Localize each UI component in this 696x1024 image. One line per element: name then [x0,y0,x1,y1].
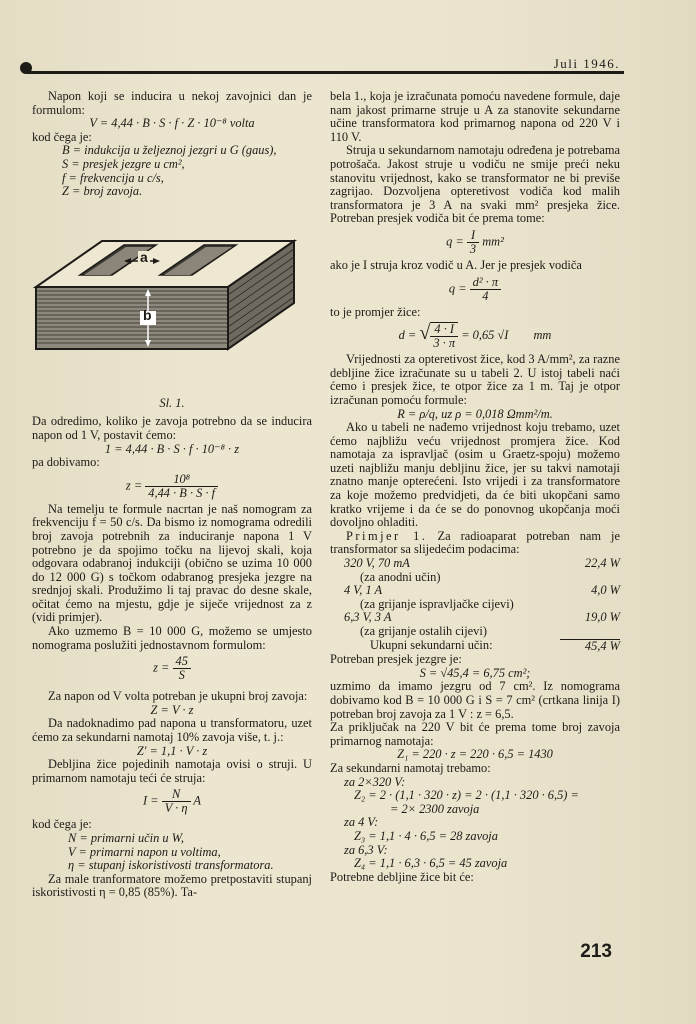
header-date: Juli 1946. [553,56,620,71]
paragraph: Na temelju te formule nacrtan je naš nomogram za frekvenciju f = 50 c/s. Da bismo iz nomograma odredili broj zavoja potrebnih za induciranje napona 1 V potrebno je da spojimo točku na lijevoj skali, koja odgovara odabranoj indukciji (obično se uzima 10 000 do 12 000 G) s točkom odabranog presjeka jezgre na srednjoj skali. Produžimo li taj pravac do desne skale, očitat ćemo na mjestu, gdje je siječe vrijednost za z (vidi primjer). [32,501,312,625]
paragraph: Vrijednosti za opteretivost žice, kod 3 A/mm², za razne debljine žice izračunate su u tabeli 2. U istoj tabeli naći ćemo i presjek žice, te otpor žice za 1 m. Taj je otpor izračunan pomoću formule: [330,352,620,407]
core-diagram [32,205,312,395]
paragraph: Napon koji se inducira u nekoj zavojnici dan je formulom: [32,89,312,117]
formula: 1 = 4,44 · B · S · f · 10⁻⁸ · z [104,441,240,456]
paragraph: bela 1., koja je izračunata pomoću navedene formule, daje nam jakost primarne struje u A za stanovite sekundarne učine transformatora kod primarnog napona od 220 V i 110 V. [330,89,620,144]
paragraph: Za male tranformatore možemo pretpostaviti stupanj iskoristivosti η = 0,85 (85%). Ta- [32,871,312,900]
paragraph: Za priključak na 220 V bit će prema tome broj zavoja primarnog namotaja: [330,720,620,748]
definition: f = frekvencija u c/s, [62,170,164,185]
requirement-note: (za grijanje ispravljačke cijevi) [360,596,514,611]
definition: Z = broj zavoja. [62,184,143,199]
definition: N = primarni učin u W, [68,831,184,845]
calc-formula: Z₄ = 1,1 · 6,3 · 6,5 = 45 zavoja [354,856,508,871]
paragraph: Za napon od V volta potreban je ukupni broj zavoja: [48,689,308,704]
formula: I = $\frac{N}{V \cdot \eta}$ A [143,787,201,816]
dimension-label-a: a [140,248,148,265]
formula: d = √ $\frac{4 \cdot I}{3 \cdot \pi}$ = 0,65 √I mm [398,321,552,351]
requirement-total-row: Ukupni sekundarni učin: 45,4 W [370,637,620,653]
paragraph: Da nadoknadimo pad napona u transformatoru, uzet ćemo za sekundarni namotaj 10% zavoja više, t. j.: [32,716,312,745]
requirement-row: 4 V, 1 A 4,0 W [344,583,620,598]
paragraph: Potrebne debljine žice bit će: [330,869,474,884]
paragraph: ako je I struja kroz vodič u A. Jer je presjek vodiča [330,257,582,272]
dimension-label-b: b [143,306,152,323]
paragraph: Primjer 1. Za radioaparat potreban nam je transformator sa slijedećim podacima: [330,528,620,557]
formula: R = ρ/q, uz ρ = 0,018 Ωmm²/m. [397,406,553,421]
calc-label: za 6,3 V: [344,842,388,857]
paragraph: Ako uzmemo B = 10 000 G, možemo se umjesto nomograma poslužiti jednostavnom formulom: [32,624,312,652]
definition: η = stupanj iskoristivosti transformatora. [68,858,274,873]
calc-formula: Z₃ = 1,1 · 4 · 6,5 = 28 zavoja [354,828,498,843]
example-label: Primjer 1. [346,528,428,543]
paragraph: to je promjer žice: [330,304,421,319]
right-column [330,90,620,884]
page-number: 213 [580,941,612,962]
paragraph: Debljina žice pojedinih namotaja ovisi o struji. U primarnom namotaju teći će struja: [32,757,312,785]
paragraph: kod čega je: [32,129,92,144]
paragraph: Struja u sekundarnom namotaju određena je potrebama potrošača. Jakost struje u vodiču ne smije preći neku stanovitu vrijednost, kako se transformator ne bi previše zagrijao. Dozvoljena opteretivost vodiča kod malih transformatora je 3 A na svaki mm² presjeka žice. Potreban presjek vodiča bit će prema tome: [330,143,620,226]
header-rule [26,71,624,74]
paragraph: Za sekundarni namotaj trebamo: [330,760,491,775]
transformer-core-figure [32,205,312,395]
formula: q = $\frac{\text{d² · π}}{4}$ [330,276,620,303]
formula: z = $\frac{45}{S}$ [32,655,312,682]
calc-formula: = 2× 2300 zavoja [390,801,480,816]
calc-formula: Z₂ = 2 · (1,1 · 320 · z) = 2 · (1,1 · 320 · 6,5) = [354,788,579,803]
requirement-note: (za grijanje ostalih cijevi) [360,624,487,638]
paragraph: pa dobivamo: [32,455,100,470]
definition: B = indukcija u željeznoj jezgri u G (gaus), [62,143,277,158]
formula: Z' = 1,1 · V · z [136,743,208,758]
left-column [32,90,312,900]
paragraph: Da odredimo, koliko je zavoja potrebno da se inducira napon od 1 V, postavit ćemo: [32,414,312,442]
requirement-note: (za anodni učin) [360,569,441,584]
figure-caption: Sl. 1. [159,395,185,410]
formula: V = 4,44 · B · S · f · Z · 10⁻⁸ volta [89,116,255,131]
formula: z = $\frac{\text{10⁸}}{4,44 \cdot B \cdot S \cdot f}$ [32,473,312,500]
definition: S = presjek jezgre u cm², [62,156,185,171]
calc-label: za 4 V: [344,815,379,830]
paragraph: kod čega je: [32,817,92,832]
formula: Z = V · z [150,702,194,717]
calc-label: za 2×320 V: [344,774,406,789]
formula: q = $\frac{I}{3}$ mm² [446,227,504,256]
paragraph: Ako u tabeli ne nađemo vrijednost koju trebamo, uzet ćemo najbližu veću vrijednost promjera žice. Kod namotaja za ispravljač (osim u Graetz-spoju) možemo uzeti najbližu manju debljinu žice, jer su takvi namotaji znatno manje opterećeni. Isto vrijedi i za transformatore za koje možemo predvidjeti, da će biti ukopčani samo kratko vrijeme i da će se do ponovnog ukopčanja moći dovoljno ohladiti. [330,420,620,530]
formula: S = √45,4 = 6,75 cm²; [419,665,531,680]
paragraph: Potreban presjek jezgre je: [330,652,462,667]
requirement-row: 320 V, 70 mA 22,4 W [344,556,620,571]
paragraph: uzmimo da imamo jezgru od 7 cm². Iz nomograma dobivamo kod B = 10 000 G i S = 7 cm² (crtkana linija I) potreban broj zavoja za 1 V : z = 6,5. [330,679,620,721]
requirement-row: 6,3 V, 3 A 19,0 W [344,610,620,625]
definition: V = primarni napon u voltima, [68,844,221,859]
formula: Z₁ = 220 · z = 220 · 6,5 = 1430 [397,747,553,762]
